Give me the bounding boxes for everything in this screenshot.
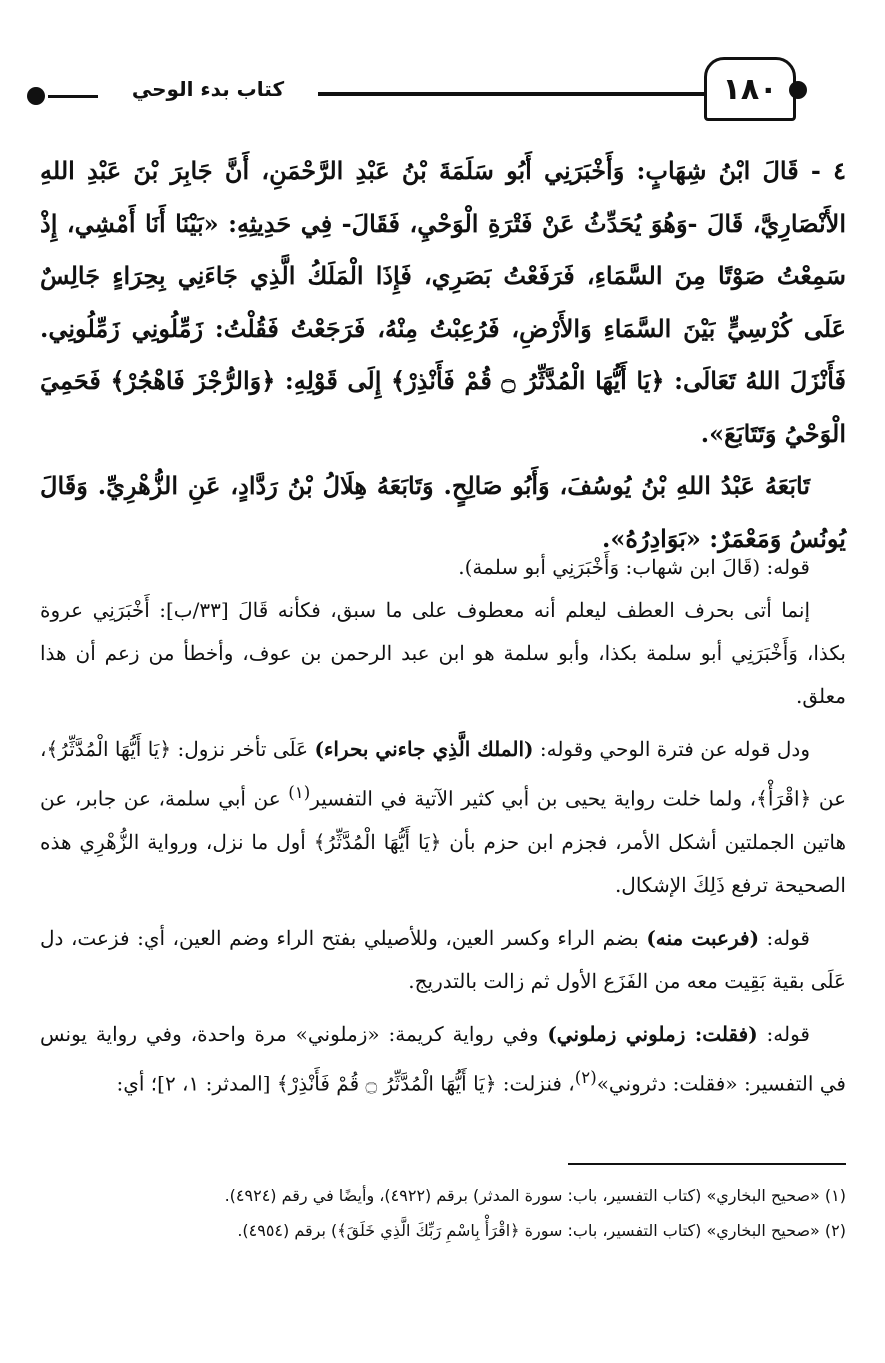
quran-verse: ﴿يَا أَيُّهَا الْمُدَّثِّرُ﴾	[46, 737, 172, 761]
quran-verse: ﴿يَا أَيُّهَا الْمُدَّثِّرُ ۝ قُمْ فَأَنْذِرْ﴾	[391, 366, 665, 395]
hadith-text	[40, 145, 846, 565]
footnote-marker: (٢)	[574, 1067, 597, 1087]
footnotes	[40, 1180, 846, 1246]
header-rule-short	[48, 95, 98, 98]
commentary-paragraph-5	[40, 1013, 846, 1106]
text-run: عن أبي سلمة، عن جابر، عن هاتين الجملتين أشكل الأمر، فجزم ابن حزم بأن	[40, 786, 846, 854]
header-dot-left	[27, 87, 45, 105]
text-run: ، ولما خلت رواية يحيى بن أبي كثير الآتية في التفسير	[310, 786, 757, 811]
page-number: ١٨٠	[722, 71, 778, 107]
text-run: عَلَى تأخر نزول:	[171, 737, 315, 761]
page-header	[0, 55, 885, 125]
text-run: ودل قوله عن فترة الوحي وقوله:	[533, 737, 811, 761]
quran-verse: ﴿يَا أَيُّهَا الْمُدَّثِّرُ﴾	[313, 829, 442, 854]
commentary-paragraph-4	[40, 917, 846, 1003]
header-dot-right	[789, 81, 807, 99]
text-run: بضم الراء وكسر العين، وللأصيلي بفتح الراء وضم العين، أي: فزعت، دل عَلَى بقية بَقِيت معه من الفَزَع الأول ثم زالت بالتدريج.	[40, 925, 846, 993]
quran-verse: ﴿اقْرَأْ﴾	[756, 786, 812, 811]
quoted-phrase: (الملك الَّذِي جاءني بحراء)	[314, 737, 534, 761]
quoted-phrase: (فقلت: زملوني زملوني)	[547, 1021, 758, 1046]
hadith-paragraph-1	[40, 145, 846, 460]
hadith-text-part-2: إِلَى قَوْلِهِ:	[275, 366, 392, 395]
quran-verse: ﴿اقْرَأْ بِاسْمِ رَبِّكَ الَّذِي خَلَقَ﴾	[337, 1221, 520, 1240]
text-run: ، فنزلت:	[496, 1071, 575, 1096]
hadith-text-part-1: ٤ - قَالَ ابْنُ شِهَابٍ: وَأَخْبَرَنِي أَبُو سَلَمَةَ بْنُ عَبْدِ الرَّحْمَنِ، أَنَّ جَابِرَ بْنَ عَبْدِ اللهِ الأَنْصَارِيَّ، قَالَ -وَهُوَ يُحَدِّثُ عَنْ فَتْرَةِ الْوَحْيِ، فَقَالَ- فِي حَدِيثِهِ: «بَيْنَا أَنَا أَمْشِي، إِذْ سَمِعْتُ صَوْتًا مِنَ السَّمَاءِ، فَرَفَعْتُ بَصَرِي، فَإِذَا الْمَلَكُ الَّذِي جَاءَنِي بِحِرَاءٍ جَالِسٌ عَلَى كُرْسِيٍّ بَيْنَ السَّمَاءِ وَالأَرْضِ، فَرُعِبْتُ مِنْهُ، فَرَجَعْتُ فَقُلْتُ: زَمِّلُونِي زَمِّلُونِي. فَأَنْزَلَ اللهُ تَعَالَى:	[40, 156, 847, 395]
text-run: وفي رواية كريمة: «زملوني» مرة واحدة، وفي رواية يونس في التفسير: «فقلت: دثروني»	[40, 1021, 846, 1096]
text-run: قوله:	[759, 925, 810, 950]
quran-verse: ﴿يَا أَيُّهَا الْمُدَّثِّرُ ۝ قُمْ فَأَنْذِرْ﴾	[276, 1071, 497, 1096]
commentary-paragraph-3	[40, 728, 846, 907]
commentary-paragraph-1: قوله: (قَالَ ابن شهاب: وَأَخْبَرَنِي أبو سلمة).	[458, 555, 810, 579]
commentary-paragraph-2: إنما أتى بحرف العطف ليعلم أنه معطوف على ما سبق، فكأنه قَالَ [٣٣/ب]: أَخْبَرَنِي عروة بكذا، وَأَخْبَرَنِي أبو سلمة بكذا، وأبو سلمة هو ابن عبد الرحمن بن عوف، وأخطأ من زعم أن هذا معلق.	[40, 598, 846, 708]
commentary	[40, 546, 846, 1105]
footnote-separator	[568, 1163, 846, 1165]
text-run: قوله:	[757, 1021, 810, 1046]
quoted-phrase: (فرعبت منه)	[646, 925, 760, 950]
text-run: ) برقم (٤٩٥٤).	[237, 1221, 338, 1240]
text-run: ، عن	[40, 737, 847, 811]
text-run: ؛ أي:	[116, 1071, 158, 1096]
header-rule-long	[318, 92, 714, 96]
text-run: (٢) «صحيح البخاري» (كتاب التفسير، باب: سورة	[519, 1221, 846, 1240]
hadith-text-part-3: فَحَمِيَ الْوَحْيُ وَتَتَابَعَ».	[40, 366, 846, 448]
text-run: أول ما نزل، ورواية الزُّهْرِي هذه الصحيحة ترفع ذَلِكَ الإشكال.	[40, 829, 846, 897]
hadith-paragraph-2: تَابَعَهُ عَبْدُ اللهِ بْنُ يُوسُفَ، وَأَبُو صَالِحٍ. وَتَابَعَهُ هِلَالُ بْنُ رَدَّادٍ، عَنِ الزُّهْرِيِّ. وَقَالَ يُونُسُ وَمَعْمَرٌ: «بَوَادِرُهُ».	[40, 471, 846, 553]
page-number-frame	[704, 57, 796, 121]
footnote-2	[40, 1215, 846, 1246]
footnote-1: (١) «صحيح البخاري» (كتاب التفسير، باب: سورة المدثر) برقم (٤٩٢٢)، وأيضًا في رقم (٤٩٢٤).	[224, 1186, 846, 1205]
quran-verse: ﴿وَالرُّجْزَ فَاهْجُرْ﴾	[110, 366, 276, 395]
running-title: كتاب بدء الوحي	[131, 77, 285, 101]
footnote-marker: (١)	[288, 783, 311, 802]
surah-reference: [المدثر: ١، ٢]	[157, 1071, 277, 1096]
